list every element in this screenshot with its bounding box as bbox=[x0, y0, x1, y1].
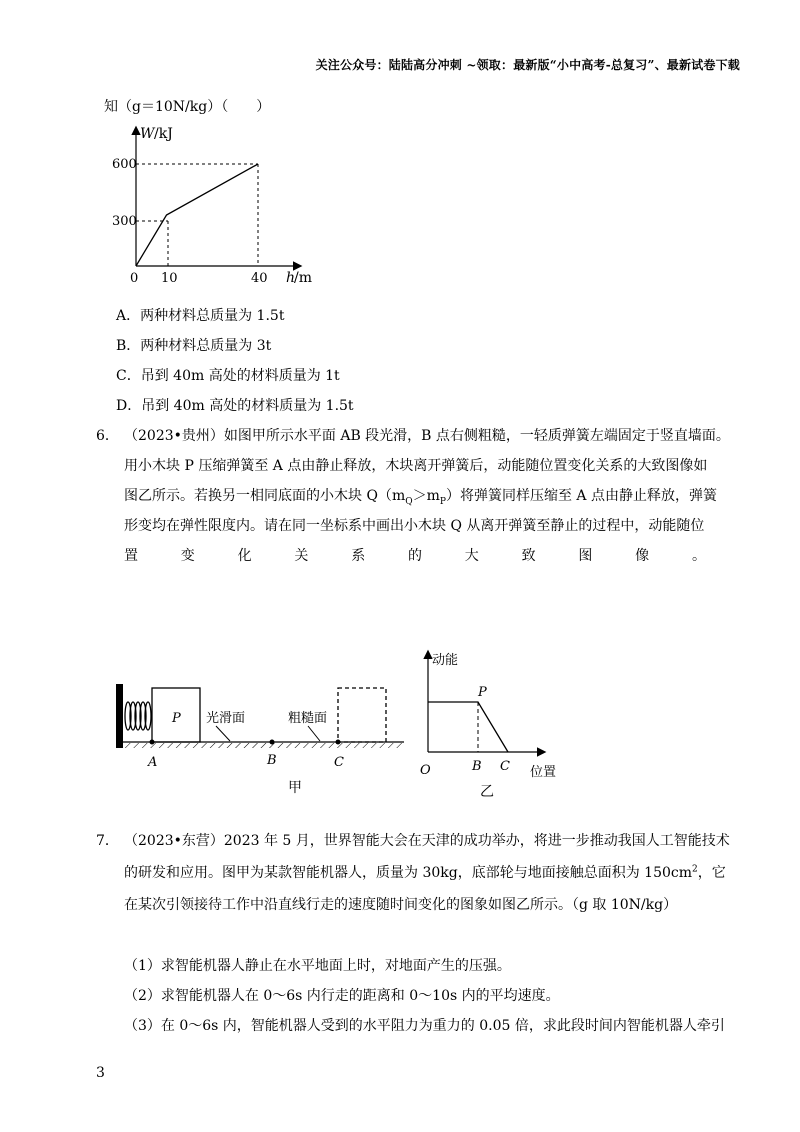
smooth-leader bbox=[216, 726, 230, 741]
q5-xtick-10: 10 bbox=[161, 271, 178, 286]
q5-ytick-600: 600 bbox=[112, 157, 137, 172]
point-a-label: A bbox=[148, 755, 158, 770]
q6-line-4: 形变均在弹性限度内。请在同一坐标系中画出小木块 Q 从离开弹簧至静止的过程中，动能随位 bbox=[124, 518, 705, 534]
yi-point-c: C bbox=[500, 759, 510, 774]
point-b-dot bbox=[270, 740, 275, 745]
yi-origin: O bbox=[420, 763, 431, 778]
yi-kinetic-energy-line bbox=[428, 702, 508, 752]
q5-stem-tail: 知（g＝10N/kg）（ ） bbox=[104, 99, 271, 115]
spring bbox=[125, 702, 151, 730]
yi-point-p: P bbox=[478, 685, 487, 700]
figure-yi-caption: 乙 bbox=[480, 784, 494, 798]
point-a-dot bbox=[150, 740, 155, 745]
q5-xtick-40: 40 bbox=[251, 271, 268, 286]
ground-hatch bbox=[123, 743, 404, 748]
q7-number: 7． bbox=[96, 833, 119, 849]
yi-point-b: B bbox=[472, 759, 482, 774]
wall bbox=[116, 684, 123, 748]
page-header: 关注公众号：陆陆高分冲刺 ~领取：最新版“小中高考-总复习”、最新试卷下载 bbox=[315, 58, 740, 72]
q7-sub-2: （2）求智能机器人在 0～6s 内行走的距离和 0～10s 内的平均速度。 bbox=[124, 988, 560, 1004]
q6-number: 6． bbox=[96, 428, 119, 444]
q5-xtick-0: 0 bbox=[130, 271, 139, 286]
yi-x-label: 位置 bbox=[530, 765, 557, 780]
q5-x-label-unit: /m bbox=[294, 270, 312, 286]
q6-line-2: 用小木块 P 压缩弹簧至 A 点由静止释放，木块离开弹簧后，动能随位置变化关系的大致图像如 bbox=[124, 458, 708, 474]
rough-leader bbox=[308, 726, 320, 741]
q7-line-1: （2023•东营）2023 年 5 月，世界智能大会在天津的成功举办，将进一步推动我国人工智能技术 bbox=[124, 833, 730, 849]
q5-choice-c: C．吊到 40m 高处的材料质量为 1t bbox=[116, 368, 340, 384]
q7-line-3: 在某次引领接待工作中沿直线行走的速度随时间变化的图象如图乙所示。（g 取 10N/kg） bbox=[124, 897, 678, 913]
q6-line-3: 图乙所示。若换另一相同底面的小木块 $Q(m_Q>m_P)$将弹簧同样压缩至 A 点由静止释放，弹簧 bbox=[124, 488, 717, 507]
q5-work-height-graph bbox=[110, 118, 320, 288]
q5-y-label-unit: /kJ bbox=[154, 126, 173, 142]
q5-y-label-w: W bbox=[140, 126, 155, 142]
q7-line-2: 的研发和应用。图甲为某款智能机器人，质量为 30kg，底部轮与地面接触总面积为 $150cm^2$，它 bbox=[124, 864, 726, 881]
point-c-label: C bbox=[334, 755, 344, 770]
block-p-label: P bbox=[172, 711, 181, 726]
q5-ytick-300: 300 bbox=[112, 214, 137, 229]
rough-surface-label: 粗糙面 bbox=[288, 711, 328, 726]
q5-choice-d: D．吊到 40m 高处的材料质量为 1.5t bbox=[116, 398, 354, 414]
yi-y-label: 动能 bbox=[432, 653, 459, 668]
page-number: 3 bbox=[96, 1065, 105, 1081]
q5-series-line bbox=[136, 164, 258, 266]
q6-line-5: 置 变 化 关 系 的 大 致 图 像 。 bbox=[124, 548, 706, 564]
q6-line-1: （2023•贵州）如图甲所示水平面 AB 段光滑，B 点右侧粗糙，一轻质弹簧左端固定于竖直墙面。 bbox=[124, 428, 730, 444]
q7-sub-3: （3）在 0～6s 内，智能机器人受到的水平阻力为重力的 0.05 倍，求此段时间内智能机器人牵引 bbox=[124, 1018, 725, 1034]
q5-x-label-h: h bbox=[286, 270, 296, 286]
q5-choice-a: A．两种材料总质量为 1.5t bbox=[116, 308, 285, 324]
block-dashed-c bbox=[338, 688, 386, 742]
q5-choice-b: B．两种材料总质量为 3t bbox=[116, 338, 272, 354]
figure-jia-caption: 甲 bbox=[288, 780, 302, 796]
q6-figure-jia bbox=[112, 676, 412, 796]
point-b-label: B bbox=[267, 753, 277, 768]
point-c-dot bbox=[336, 740, 341, 745]
q7-sub-1: （1）求智能机器人静止在水平地面上时，对地面产生的压强。 bbox=[124, 958, 511, 974]
smooth-surface-label: 光滑面 bbox=[206, 711, 246, 726]
q6-figure-yi bbox=[418, 646, 568, 798]
